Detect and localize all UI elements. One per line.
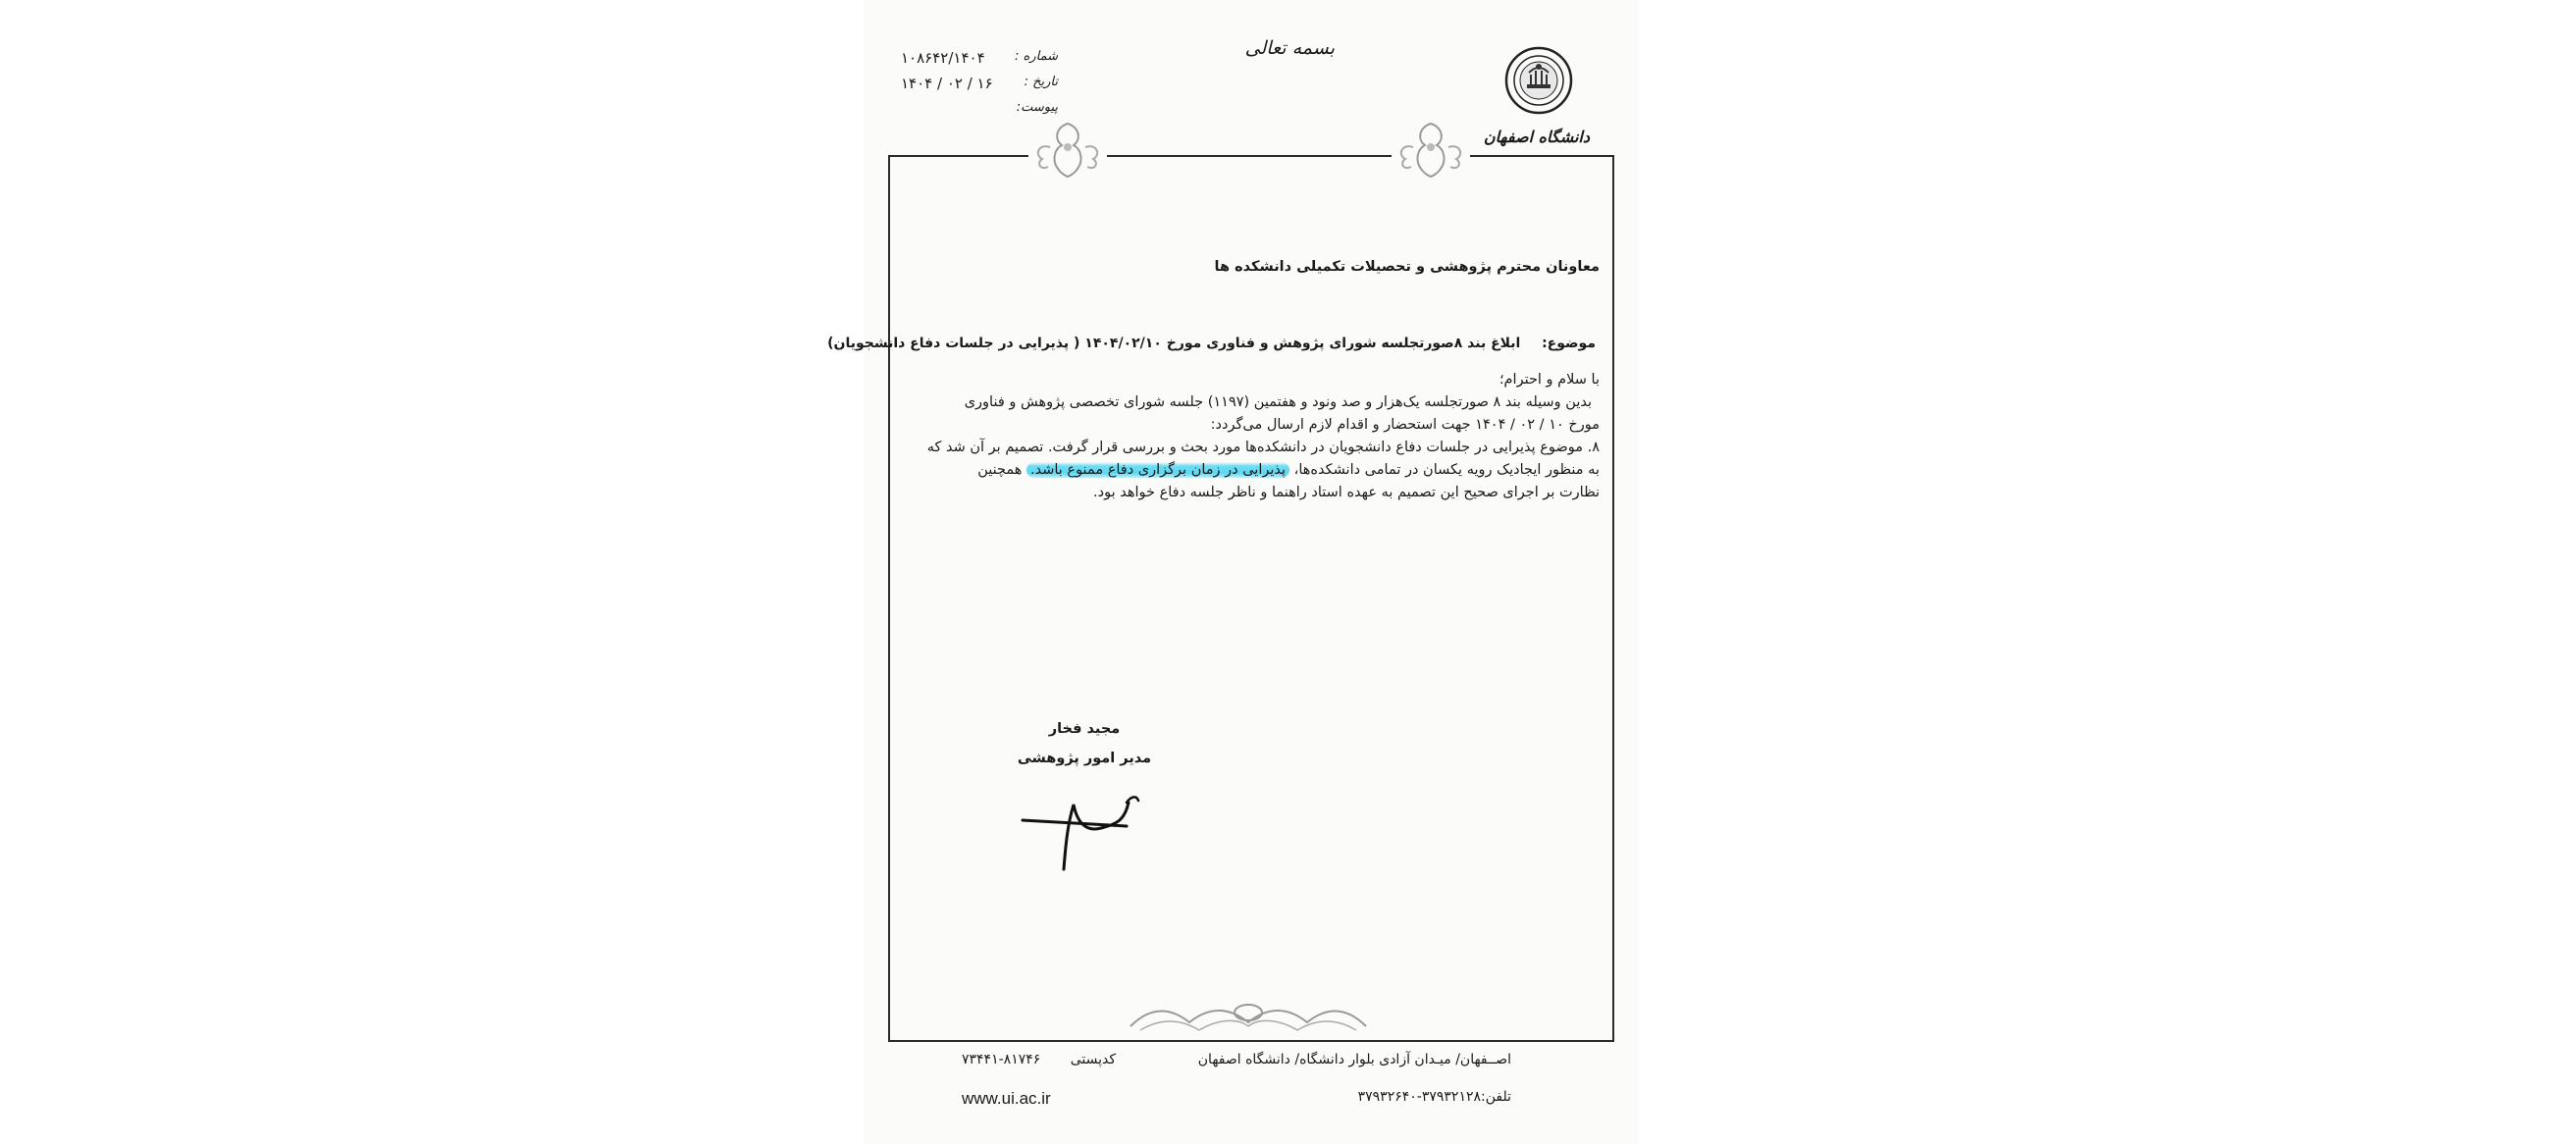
letter-footer <box>962 1052 1511 1118</box>
signature-block <box>1011 714 1158 773</box>
phone-text: تلفن:۳۷۹۳۲۱۲۸-۳۷۹۳۲۶۴۰ <box>1357 1089 1511 1105</box>
recipient-line: معاونان محترم پژوهشی و تحصیلات تکمیلی دانشکده ها <box>1214 259 1600 275</box>
postal-label: کدپستی <box>1070 1052 1117 1067</box>
letter-border <box>888 155 1614 1042</box>
letter-meta <box>901 49 1058 126</box>
paragraph-2-line-1: ۸. موضوع پذیرایی در جلسات دفاع دانشجویان در دانشکده‌ها مورد بحث و بررسی قرار گرفت. تصمیم بر آن شد که <box>926 440 1600 455</box>
highlighted-sentence: پذیرایی در زمان برگزاری دفاع ممنوع باشد. <box>1026 462 1289 478</box>
number-label: شماره : <box>1015 49 1058 64</box>
university-name: دانشگاه اصفهان <box>1483 128 1590 146</box>
date-label: تاریخ : <box>1024 75 1058 89</box>
paragraph-2-line-2 <box>922 459 1600 482</box>
paragraph-2-line-3: نظارت بر اجرای صحیح این تصمیم به عهده استاد راهنما و ناظر جلسه دفاع خواهد بود. <box>1093 485 1600 500</box>
paragraph-1-line-2: مورخ ۱۰ / ۰۲ / ۱۴۰۴ جهت استحضار و اقدام لازم ارسال می‌گردد: <box>1210 417 1600 433</box>
greeting: با سلام و احترام؛ <box>1498 372 1600 388</box>
paragraph-1-line-1: بدین وسیله بند ۸ صورتجلسه یک‌هزار و صد ونود و هفتمین (۱۱۹۷) جلسه شورای تخصصی پژوهش و فناوری <box>964 394 1592 410</box>
website-link[interactable]: www.ui.ac.ir <box>962 1089 1051 1108</box>
ornament-icon <box>1392 118 1470 181</box>
number-value: ۱۰۸۶۴۲/۱۴۰۴ <box>901 49 985 67</box>
university-seal-icon <box>1503 45 1574 116</box>
signer-title: مدیر امور پژوهشی <box>1017 751 1152 766</box>
paragraph-2-line-2-start: به منظور ایجادیک رویه یکسان در تمامی دانشکده‌ها، <box>1293 462 1600 478</box>
ornament-icon <box>1028 118 1107 181</box>
signer-name: مجید فخار <box>1048 721 1121 737</box>
postal-block <box>962 1052 1116 1081</box>
date-value: ۱۴۰۴ / ۰۲ / ۱۶ <box>901 75 993 92</box>
subject-label: موضوع: <box>1542 336 1596 351</box>
postal-code: ۸۱۷۴۶-۷۳۴۴۱ <box>962 1052 1041 1067</box>
subject-line <box>827 336 1596 351</box>
letter-body <box>922 369 1600 504</box>
invocation-text: بسمه تعالی <box>1244 37 1335 59</box>
attachment-label: پیوست: <box>1016 100 1058 115</box>
paragraph-2-line-2-end: همچنین <box>977 462 1023 478</box>
bottom-ornament-icon <box>1121 997 1376 1036</box>
signature-mark <box>1019 785 1166 873</box>
address-text: اصــفهان/ میـدان آزادی بلوار دانشگاه/ دانشگاه اصفهان <box>1197 1052 1511 1067</box>
letter-page <box>827 0 1639 1144</box>
subject-text: ابلاغ بند ۸صورتجلسه شورای پژوهش و فناوری مورخ ۱۴۰۴/۰۲/۱۰ ( پذیرایی در جلسات دفاع دانشجویان) <box>827 336 1521 351</box>
